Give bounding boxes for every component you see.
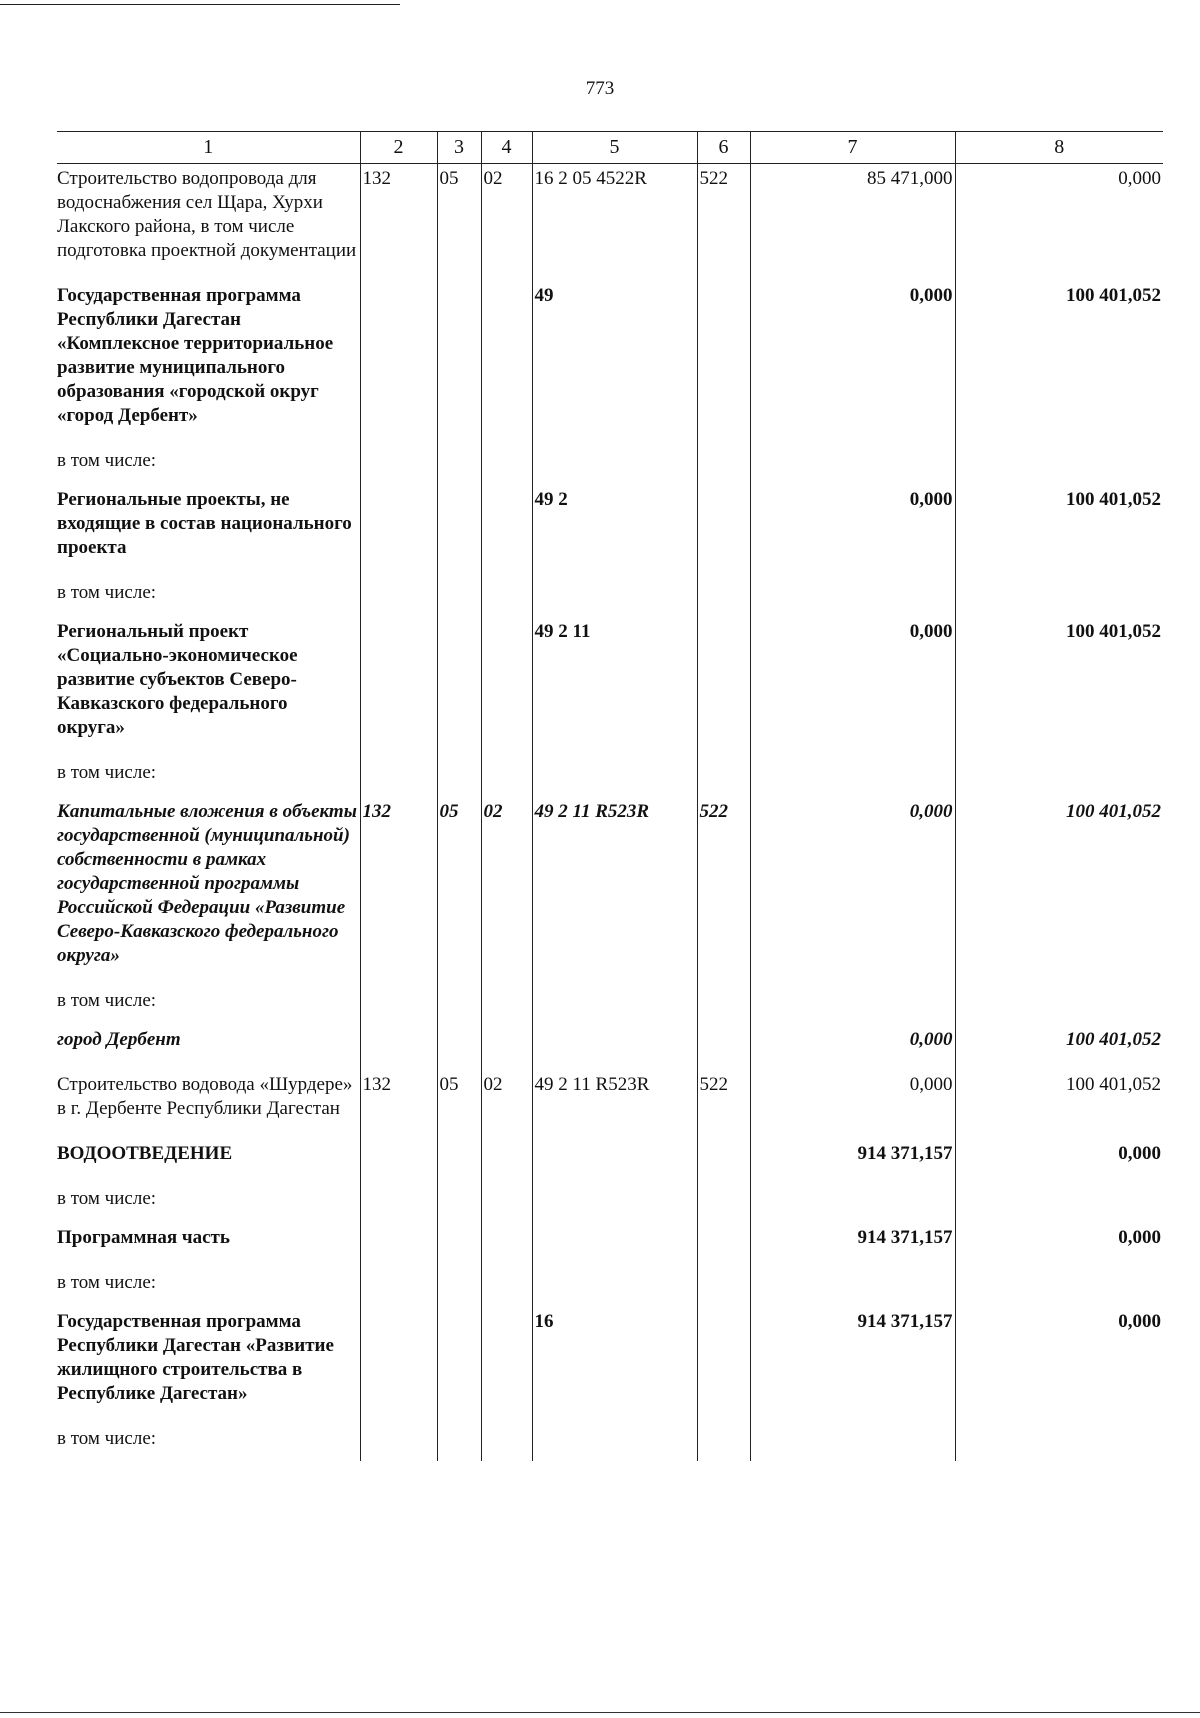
amount-cell xyxy=(750,1184,955,1223)
amount-cell: 0,000 xyxy=(955,1139,1163,1184)
code-cell xyxy=(360,1139,437,1184)
target-article-cell: 49 2 11 R523R xyxy=(532,1070,697,1139)
table-row xyxy=(57,485,1163,578)
expense-type-cell: 522 xyxy=(697,164,750,282)
amount-cell xyxy=(750,446,955,485)
table-body xyxy=(57,164,1163,1462)
subsection-cell xyxy=(481,617,532,758)
target-article-cell xyxy=(532,986,697,1025)
expense-type-cell xyxy=(697,578,750,617)
column-header: 3 xyxy=(437,132,481,164)
table-row xyxy=(57,797,1163,986)
amount-cell: 100 401,052 xyxy=(955,1070,1163,1139)
table-row xyxy=(57,578,1163,617)
section-cell xyxy=(437,1424,481,1461)
table-row xyxy=(57,1025,1163,1070)
column-header: 5 xyxy=(532,132,697,164)
code-cell: 132 xyxy=(360,797,437,986)
target-article-cell xyxy=(532,1268,697,1307)
expense-type-cell xyxy=(697,281,750,446)
amount-cell: 914 371,157 xyxy=(750,1139,955,1184)
code-cell xyxy=(360,986,437,1025)
amount-cell xyxy=(750,1268,955,1307)
item-name-cell: Региональные проекты, не входящие в состав национального проекта xyxy=(57,489,352,558)
code-cell xyxy=(360,1268,437,1307)
budget-table xyxy=(57,131,1163,1461)
target-article-cell: 16 xyxy=(532,1307,697,1424)
amount-cell: 100 401,052 xyxy=(955,485,1163,578)
section-cell xyxy=(437,1307,481,1424)
table-row xyxy=(57,986,1163,1025)
expense-type-cell xyxy=(697,1268,750,1307)
item-name-cell: в том числе: xyxy=(57,1188,157,1209)
amount-cell: 0,000 xyxy=(750,281,955,446)
table-row xyxy=(57,1223,1163,1268)
subsection-cell xyxy=(481,485,532,578)
column-header: 2 xyxy=(360,132,437,164)
amount-cell xyxy=(955,1424,1163,1461)
subsection-cell xyxy=(481,1268,532,1307)
table-row xyxy=(57,1268,1163,1307)
table-row xyxy=(57,758,1163,797)
target-article-cell: 49 2 11 R523R xyxy=(532,797,697,986)
amount-cell: 0,000 xyxy=(955,164,1163,282)
code-cell: 132 xyxy=(360,164,437,282)
code-cell xyxy=(360,1424,437,1461)
amount-cell: 0,000 xyxy=(750,617,955,758)
amount-cell xyxy=(750,1424,955,1461)
page-number: 773 xyxy=(585,78,615,99)
target-article-cell xyxy=(532,1223,697,1268)
subsection-cell xyxy=(481,1424,532,1461)
expense-type-cell: 522 xyxy=(697,797,750,986)
amount-cell: 0,000 xyxy=(750,1070,955,1139)
table-row xyxy=(57,1307,1163,1424)
target-article-cell xyxy=(532,1424,697,1461)
target-article-cell: 16 2 05 4522R xyxy=(532,164,697,282)
amount-cell: 914 371,157 xyxy=(750,1223,955,1268)
item-name-cell: в том числе: xyxy=(57,582,157,603)
section-cell: 05 xyxy=(437,164,481,282)
top-rule xyxy=(0,4,400,5)
section-cell xyxy=(437,617,481,758)
subsection-cell xyxy=(481,1223,532,1268)
code-cell xyxy=(360,446,437,485)
target-article-cell xyxy=(532,1184,697,1223)
amount-cell xyxy=(955,986,1163,1025)
item-name-cell: город Дербент xyxy=(57,1029,181,1050)
amount-cell: 100 401,052 xyxy=(955,797,1163,986)
section-cell xyxy=(437,1223,481,1268)
expense-type-cell xyxy=(697,446,750,485)
section-cell xyxy=(437,485,481,578)
subsection-cell xyxy=(481,281,532,446)
amount-cell: 0,000 xyxy=(955,1307,1163,1424)
subsection-cell xyxy=(481,1139,532,1184)
amount-cell: 0,000 xyxy=(955,1223,1163,1268)
amount-cell xyxy=(750,578,955,617)
amount-cell: 85 471,000 xyxy=(750,164,955,282)
expense-type-cell xyxy=(697,1424,750,1461)
section-cell xyxy=(437,1184,481,1223)
code-cell xyxy=(360,1307,437,1424)
subsection-cell xyxy=(481,1025,532,1070)
code-cell xyxy=(360,617,437,758)
code-cell xyxy=(360,1025,437,1070)
subsection-cell: 02 xyxy=(481,1070,532,1139)
subsection-cell xyxy=(481,986,532,1025)
expense-type-cell xyxy=(697,1025,750,1070)
code-cell xyxy=(360,1223,437,1268)
section-cell xyxy=(437,578,481,617)
subsection-cell xyxy=(481,758,532,797)
amount-cell xyxy=(955,446,1163,485)
table-row xyxy=(57,1139,1163,1184)
expense-type-cell: 522 xyxy=(697,1070,750,1139)
expense-type-cell xyxy=(697,1139,750,1184)
table-row xyxy=(57,446,1163,485)
amount-cell: 0,000 xyxy=(750,1025,955,1070)
section-cell: 05 xyxy=(437,1070,481,1139)
expense-type-cell xyxy=(697,1223,750,1268)
section-cell: 05 xyxy=(437,797,481,986)
item-name-cell: Программная часть xyxy=(57,1227,230,1248)
amount-cell xyxy=(750,986,955,1025)
item-name-cell: Строительство водовода «Шурдере» в г. Дербенте Республики Дагестан xyxy=(57,1074,353,1119)
target-article-cell xyxy=(532,758,697,797)
subsection-cell: 02 xyxy=(481,164,532,282)
amount-cell xyxy=(955,578,1163,617)
table-row xyxy=(57,281,1163,446)
item-name-cell: в том числе: xyxy=(57,990,157,1011)
target-article-cell: 49 2 11 xyxy=(532,617,697,758)
expense-type-cell xyxy=(697,1184,750,1223)
column-header: 4 xyxy=(481,132,532,164)
amount-cell: 914 371,157 xyxy=(750,1307,955,1424)
subsection-cell: 02 xyxy=(481,797,532,986)
section-cell xyxy=(437,758,481,797)
code-cell xyxy=(360,578,437,617)
target-article-cell: 49 xyxy=(532,281,697,446)
item-name-cell: в том числе: xyxy=(57,1272,157,1293)
table-row xyxy=(57,1424,1163,1461)
bottom-rule xyxy=(0,1712,1200,1713)
amount-cell xyxy=(955,758,1163,797)
amount-cell: 100 401,052 xyxy=(955,281,1163,446)
item-name-cell: Региональный проект «Социально-экономическое развитие субъектов Северо-Кавказского федерального округа» xyxy=(57,621,298,738)
section-cell xyxy=(437,281,481,446)
column-header: 1 xyxy=(57,132,360,164)
section-cell xyxy=(437,446,481,485)
target-article-cell xyxy=(532,1139,697,1184)
section-cell xyxy=(437,1268,481,1307)
code-cell xyxy=(360,1184,437,1223)
item-name-cell: в том числе: xyxy=(57,762,157,783)
amount-cell: 0,000 xyxy=(750,797,955,986)
table-row xyxy=(57,164,1163,282)
section-cell xyxy=(437,986,481,1025)
amount-cell: 100 401,052 xyxy=(955,617,1163,758)
target-article-cell xyxy=(532,446,697,485)
item-name-cell: Государственная программа Республики Дагестан «Комплексное территориальное развитие муниципального образования «городской округ «город Дербент» xyxy=(57,285,334,426)
item-name-cell: ВОДООТВЕДЕНИЕ xyxy=(57,1143,233,1164)
expense-type-cell xyxy=(697,986,750,1025)
table-row xyxy=(57,1184,1163,1223)
column-header: 7 xyxy=(750,132,955,164)
item-name-cell: в том числе: xyxy=(57,1428,157,1449)
amount-cell: 100 401,052 xyxy=(955,1025,1163,1070)
code-cell: 132 xyxy=(360,1070,437,1139)
code-cell xyxy=(360,485,437,578)
expense-type-cell xyxy=(697,485,750,578)
column-number-row xyxy=(57,132,1163,164)
expense-type-cell xyxy=(697,1307,750,1424)
subsection-cell xyxy=(481,1307,532,1424)
target-article-cell: 49 2 xyxy=(532,485,697,578)
subsection-cell xyxy=(481,446,532,485)
subsection-cell xyxy=(481,578,532,617)
column-header: 8 xyxy=(955,132,1163,164)
item-name-cell: Капитальные вложения в объекты государственной (муниципальной) собственности в рамках государственной программы Российской Федерации «Развитие Северо-Кавказского федерального округа» xyxy=(57,801,357,966)
table-row xyxy=(57,1070,1163,1139)
section-cell xyxy=(437,1139,481,1184)
amount-cell xyxy=(750,758,955,797)
amount-cell xyxy=(955,1184,1163,1223)
expense-type-cell xyxy=(697,617,750,758)
subsection-cell xyxy=(481,1184,532,1223)
target-article-cell xyxy=(532,578,697,617)
section-cell xyxy=(437,1025,481,1070)
item-name-cell: Государственная программа Республики Дагестан «Развитие жилищного строительства в Республике Дагестан» xyxy=(57,1311,334,1404)
item-name-cell: Строительство водопровода для водоснабжения сел Щара, Хурхи Лакского района, в том числе подготовка проектной документации xyxy=(57,168,357,261)
amount-cell: 0,000 xyxy=(750,485,955,578)
amount-cell xyxy=(955,1268,1163,1307)
expense-type-cell xyxy=(697,758,750,797)
code-cell xyxy=(360,281,437,446)
column-header: 6 xyxy=(697,132,750,164)
code-cell xyxy=(360,758,437,797)
item-name-cell: в том числе: xyxy=(57,450,157,471)
target-article-cell xyxy=(532,1025,697,1070)
table-row xyxy=(57,617,1163,758)
